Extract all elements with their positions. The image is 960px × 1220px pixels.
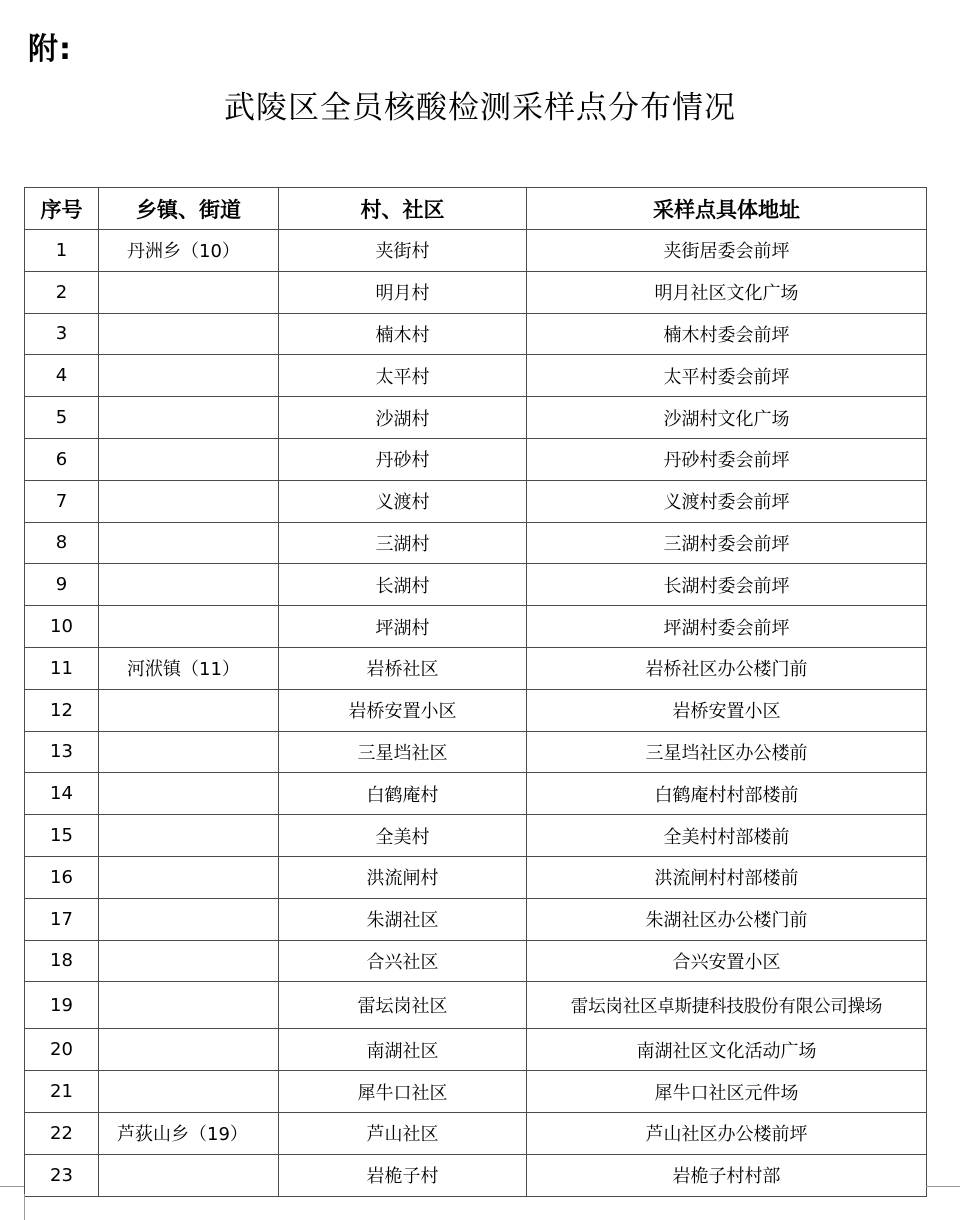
cell-index: 19	[25, 982, 99, 1029]
cell-address: 夹街居委会前坪	[527, 230, 927, 272]
cell-town	[99, 397, 279, 439]
cell-village: 朱湖社区	[279, 898, 527, 940]
cell-village: 犀牛口社区	[279, 1071, 527, 1113]
cell-address: 岩桥安置小区	[527, 689, 927, 731]
cell-address: 南湖社区文化活动广场	[527, 1029, 927, 1071]
cell-index: 20	[25, 1029, 99, 1071]
table-row	[25, 313, 927, 355]
cell-index: 7	[25, 480, 99, 522]
cell-village: 义渡村	[279, 480, 527, 522]
cell-town	[99, 606, 279, 648]
cell-village: 太平村	[279, 355, 527, 397]
cell-address: 楠木村委会前坪	[527, 313, 927, 355]
table-row	[25, 731, 927, 773]
cell-town	[99, 856, 279, 898]
cell-index: 8	[25, 522, 99, 564]
cell-address: 岩桅子村村部	[527, 1154, 927, 1196]
cell-village: 雷坛岗社区	[279, 982, 527, 1029]
cell-address: 犀牛口社区元件场	[527, 1071, 927, 1113]
cell-index: 14	[25, 773, 99, 815]
cell-village: 合兴社区	[279, 940, 527, 982]
cell-index: 21	[25, 1071, 99, 1113]
sampling-sites-table	[24, 187, 927, 1197]
cell-town	[99, 480, 279, 522]
cell-address: 芦山社区办公楼前坪	[527, 1112, 927, 1154]
table-header-row	[25, 188, 927, 230]
cell-index: 23	[25, 1154, 99, 1196]
cell-town	[99, 1154, 279, 1196]
cell-town	[99, 773, 279, 815]
cell-village: 岩桥社区	[279, 647, 527, 689]
cell-index: 2	[25, 271, 99, 313]
cell-town: 河洑镇（11）	[99, 647, 279, 689]
cell-village: 坪湖村	[279, 606, 527, 648]
table-row	[25, 689, 927, 731]
page-edge-line-right	[926, 1186, 960, 1187]
table-row	[25, 1029, 927, 1071]
cell-village: 沙湖村	[279, 397, 527, 439]
cell-address: 雷坛岗社区卓斯捷科技股份有限公司操场	[527, 982, 927, 1029]
page-edge-line-vertical	[24, 1194, 25, 1220]
cell-village: 丹砂村	[279, 438, 527, 480]
cell-village: 长湖村	[279, 564, 527, 606]
table-row	[25, 438, 927, 480]
cell-address: 长湖村委会前坪	[527, 564, 927, 606]
cell-village: 白鹤庵村	[279, 773, 527, 815]
cell-town	[99, 689, 279, 731]
cell-address: 岩桥社区办公楼门前	[527, 647, 927, 689]
cell-address: 全美村村部楼前	[527, 815, 927, 857]
cell-index: 12	[25, 689, 99, 731]
table-row	[25, 1112, 927, 1154]
header-town: 乡镇、街道	[99, 188, 279, 230]
table-row	[25, 1154, 927, 1196]
cell-address: 三星垱社区办公楼前	[527, 731, 927, 773]
cell-town	[99, 1029, 279, 1071]
attachment-label: 附:	[28, 32, 72, 67]
table-row	[25, 898, 927, 940]
header-address: 采样点具体地址	[527, 188, 927, 230]
cell-index: 16	[25, 856, 99, 898]
cell-index: 5	[25, 397, 99, 439]
table-row	[25, 1071, 927, 1113]
cell-address: 白鹤庵村村部楼前	[527, 773, 927, 815]
cell-index: 6	[25, 438, 99, 480]
cell-town	[99, 898, 279, 940]
page-edge-line-left	[0, 1186, 24, 1187]
cell-town	[99, 564, 279, 606]
cell-village: 三星垱社区	[279, 731, 527, 773]
cell-town	[99, 313, 279, 355]
table-row	[25, 480, 927, 522]
cell-village: 南湖社区	[279, 1029, 527, 1071]
cell-address: 坪湖村委会前坪	[527, 606, 927, 648]
cell-town	[99, 522, 279, 564]
cell-village: 全美村	[279, 815, 527, 857]
header-index: 序号	[25, 188, 99, 230]
cell-town	[99, 1071, 279, 1113]
table-row	[25, 773, 927, 815]
table-row	[25, 606, 927, 648]
cell-town	[99, 438, 279, 480]
cell-index: 13	[25, 731, 99, 773]
cell-town	[99, 940, 279, 982]
cell-index: 18	[25, 940, 99, 982]
cell-index: 3	[25, 313, 99, 355]
cell-address: 义渡村委会前坪	[527, 480, 927, 522]
cell-town	[99, 355, 279, 397]
cell-address: 朱湖社区办公楼门前	[527, 898, 927, 940]
table-row	[25, 397, 927, 439]
cell-town	[99, 731, 279, 773]
table-row	[25, 230, 927, 272]
cell-village: 洪流闸村	[279, 856, 527, 898]
cell-town	[99, 982, 279, 1029]
table-row	[25, 647, 927, 689]
cell-index: 22	[25, 1112, 99, 1154]
cell-village: 三湖村	[279, 522, 527, 564]
cell-town	[99, 815, 279, 857]
table-row	[25, 271, 927, 313]
cell-index: 11	[25, 647, 99, 689]
document-title: 武陵区全员核酸检测采样点分布情况	[224, 90, 736, 126]
table-row	[25, 815, 927, 857]
cell-town: 芦荻山乡（19）	[99, 1112, 279, 1154]
cell-village: 岩桥安置小区	[279, 689, 527, 731]
cell-town: 丹洲乡（10）	[99, 230, 279, 272]
cell-town	[99, 271, 279, 313]
cell-village: 楠木村	[279, 313, 527, 355]
cell-address: 沙湖村文化广场	[527, 397, 927, 439]
table-row	[25, 522, 927, 564]
cell-village: 夹街村	[279, 230, 527, 272]
table-row	[25, 564, 927, 606]
cell-address: 丹砂村委会前坪	[527, 438, 927, 480]
cell-village: 岩桅子村	[279, 1154, 527, 1196]
cell-address: 洪流闸村村部楼前	[527, 856, 927, 898]
cell-index: 1	[25, 230, 99, 272]
cell-index: 9	[25, 564, 99, 606]
cell-address: 明月社区文化广场	[527, 271, 927, 313]
table-row	[25, 982, 927, 1029]
cell-village: 芦山社区	[279, 1112, 527, 1154]
cell-index: 15	[25, 815, 99, 857]
header-village: 村、社区	[279, 188, 527, 230]
cell-address: 太平村委会前坪	[527, 355, 927, 397]
table-row	[25, 856, 927, 898]
cell-index: 17	[25, 898, 99, 940]
table-row	[25, 940, 927, 982]
cell-address: 三湖村委会前坪	[527, 522, 927, 564]
table-row	[25, 355, 927, 397]
cell-village: 明月村	[279, 271, 527, 313]
cell-index: 10	[25, 606, 99, 648]
cell-address: 合兴安置小区	[527, 940, 927, 982]
cell-index: 4	[25, 355, 99, 397]
